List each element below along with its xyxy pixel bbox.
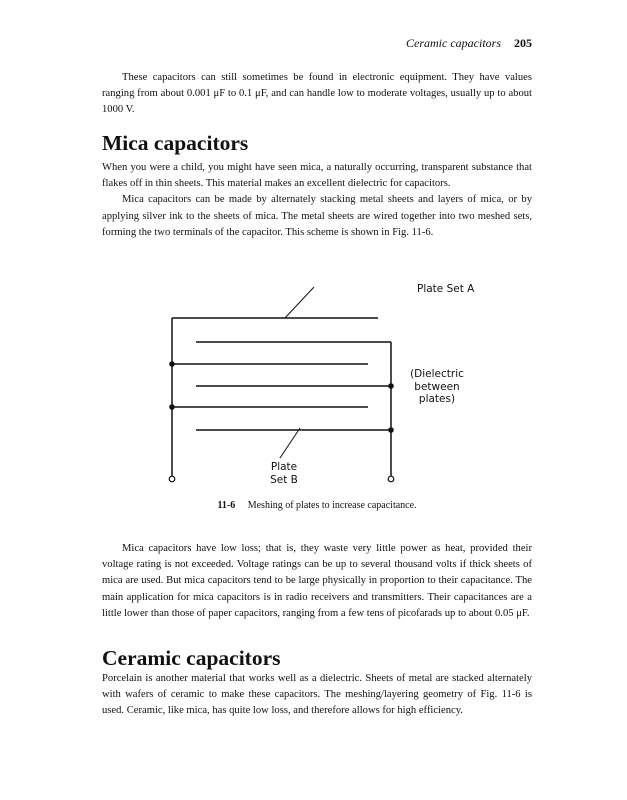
label-plate-set-b (254, 461, 314, 486)
leader-plate-b (280, 428, 300, 458)
caption-number: 11-6 (217, 500, 236, 511)
figure-caption (102, 500, 532, 511)
ceramic-heading: Ceramic capacitors (102, 646, 281, 670)
terminal-b (388, 476, 394, 482)
terminal-a (169, 476, 175, 482)
mica-heading: Mica capacitors (102, 131, 249, 155)
mica-paragraph-3: Mica capacitors have low loss; that is, they waste very little power as heat, provided their voltage rating is not exceeded. Voltage ratings can be up to several thousand volts if thick sheets of mica are used. But mica capacitors tend to be large physically in proportion to their capacitance. The main application for mica capacitors is in radio receivers and transmitters. Their capacitances are a little lower than those of paper capacitors, ranging from a few tens of picofarads up to about 0.05 μF. (102, 543, 532, 619)
page-number: 205 (514, 36, 532, 50)
junction-a-bottom (169, 404, 175, 410)
ceramic-block (102, 671, 532, 720)
label-dielectric (398, 368, 476, 406)
junction-b-middle (388, 383, 394, 389)
junction-b-bottom (388, 427, 394, 433)
ceramic-paragraph-1: Porcelain is another material that works well as a dielectric. Sheets of metal are stacked alternately with wafers of ceramic to make these capacitors. The meshing/layering geometry of Fig. 11-6 is used. Ceramic, like mica, has quite low loss, and therefore allows for high efficiency. (102, 673, 532, 717)
label-plate-b-line-2: Set B (270, 473, 298, 486)
running-head (406, 36, 532, 51)
figure-11-6 (162, 278, 492, 496)
intro-paragraph: These capacitors can still sometimes be found in electronic equipment. They have values ranging from about 0.001 μF to 0.1 μF, and can handle low to moderate voltages, usually up to about 1000 V. (102, 72, 532, 116)
leader-plate-a (285, 287, 314, 318)
mica-intro-block (102, 160, 532, 241)
label-dielectric-line-2: between (414, 380, 460, 393)
running-head-title: Ceramic capacitors (406, 36, 501, 50)
label-plate-set-a: Plate Set A (417, 283, 475, 295)
mica-paragraph-2: Mica capacitors can be made by alternately stacking metal sheets and layers of mica, or by applying silver ink to the sheets of mica. The metal sheets are wired together into two meshed sets, forming the two terminals of the capacitor. This scheme is shown in Fig. 11-6. (102, 194, 532, 238)
label-dielectric-line-3: plates) (418, 393, 456, 405)
mica-continued-block (102, 541, 532, 622)
caption-text: Meshing of plates to increase capacitance. (247, 500, 417, 511)
junction-a-middle (169, 361, 175, 367)
mica-paragraph-1: When you were a child, you might have seen mica, a naturally occurring, transparent substance that flakes off in thin sheets. This material makes an excellent dielectric for capacitors. (102, 162, 532, 190)
intro-block (102, 70, 532, 119)
label-plate-b-line-1: Plate (270, 461, 298, 473)
label-dielectric-line-1: (Dielectric (410, 368, 464, 380)
